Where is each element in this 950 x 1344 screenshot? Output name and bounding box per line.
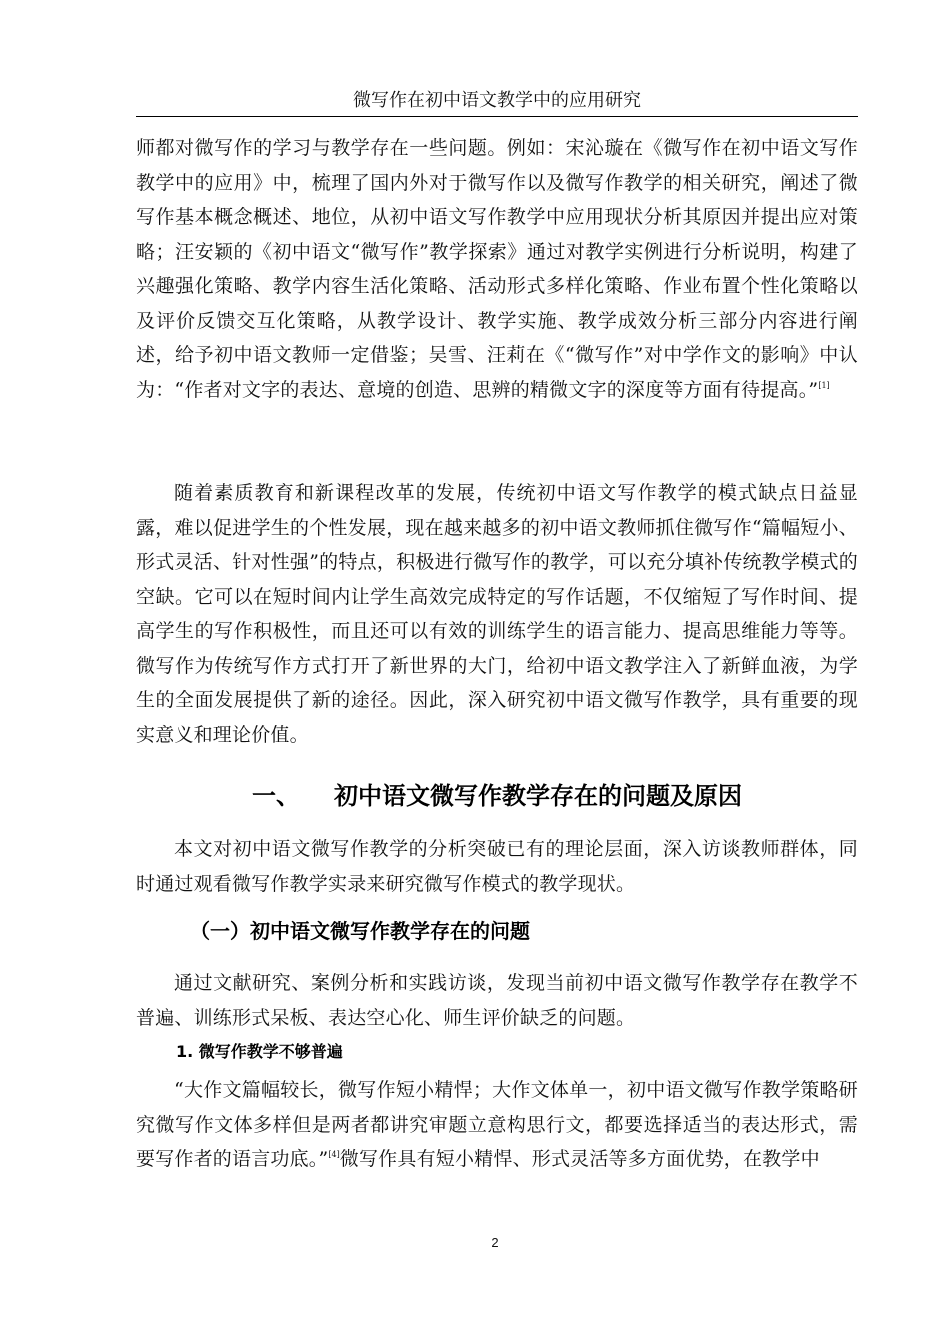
section-number: 一、 xyxy=(252,782,300,810)
paragraph-text: “大作文篇幅较长，微写作短小精悍；大作文体单一，初中语文微写作教学策略研究微写作文体多样但是两者都讲究审题立意构思行文，都要选择适当的表达形式，需要写作者的语言功底。” xyxy=(136,1079,858,1170)
section-heading-1 xyxy=(136,778,858,814)
header-rule xyxy=(136,116,858,117)
page-number: 2 xyxy=(491,1235,499,1250)
paragraph-background: 随着素质教育和新课程改革的发展，传统初中语文写作教学的模式缺点日益显露，难以促进学生的个性发展，现在越来越多的初中语文教师抓住微写作“篇幅短小、形式灵活、针对性强”的特点，积极进行微写作的教学，可以充分填补传统教学模式的空缺。它可以在短时间内让学生高效完成特定的写作话题，不仅缩短了写作时间、提高学生的写作积极性，而且还可以有效的训练学生的语言能力、提高思维能力等等。微写作为传统写作方式打开了新世界的大门，给初中语文教学注入了新鲜血液，为学生的全面发展提供了新的途径。因此，深入研究初中语文微写作教学，具有重要的现实意义和理论价值。 xyxy=(136,482,858,746)
paragraph-literature-review xyxy=(136,131,858,407)
subsection-heading: （一）初中语文微写作教学存在的问题 xyxy=(190,919,530,943)
paragraph-problems-summary: 通过文献研究、案例分析和实践访谈，发现当前初中语文微写作教学存在教学不普遍、训练形式呆板、表达空心化、师生评价缺乏的问题。 xyxy=(136,972,858,1029)
paragraph-text-continued: 微写作具有短小精悍、形式灵活等多方面优势，在教学中 xyxy=(339,1148,820,1170)
section-title: 初中语文微写作教学存在的问题及原因 xyxy=(334,782,742,810)
running-header: 微写作在初中语文教学中的应用研究 xyxy=(353,90,641,111)
citation-ref: [1] xyxy=(818,380,830,390)
citation-ref: [4] xyxy=(328,1150,340,1159)
paragraph-text: 师都对微写作的学习与教学存在一些问题。例如：宋沁璇在《微写作在初中语文写作教学中的应用》中，梳理了国内外对于微写作以及微写作教学的相关研究，阐述了微写作基本概念概述、地位，从初中语文写作教学中应用现状分析其原因并提出应对策略；汪安颖的《初中语文“微写作”教学探索》通过对教学实例进行分析说明，构建了兴趣强化策略、教学内容生活化策略、活动形式多样化策略、作业布置个性化策略以及评价反馈交互化策略，从教学设计、教学实施、教学成效分析三部分内容进行阐述，给予初中语文教师一定借鉴；吴雪、汪莉在《“微写作”对中学作文的影响》中认为：“作者对文字的表达、意境的创造、思辨的精微文字的深度等方面有待提高。” xyxy=(136,137,858,401)
paragraph-comparison xyxy=(136,1073,858,1177)
paragraph-section-intro: 本文对初中语文微写作教学的分析突破已有的理论层面，深入访谈教师群体，同时通过观看微写作教学实录来研究微写作模式的教学现状。 xyxy=(136,838,858,895)
subsubsection-heading: 1. 微写作教学不够普遍 xyxy=(176,1042,343,1061)
